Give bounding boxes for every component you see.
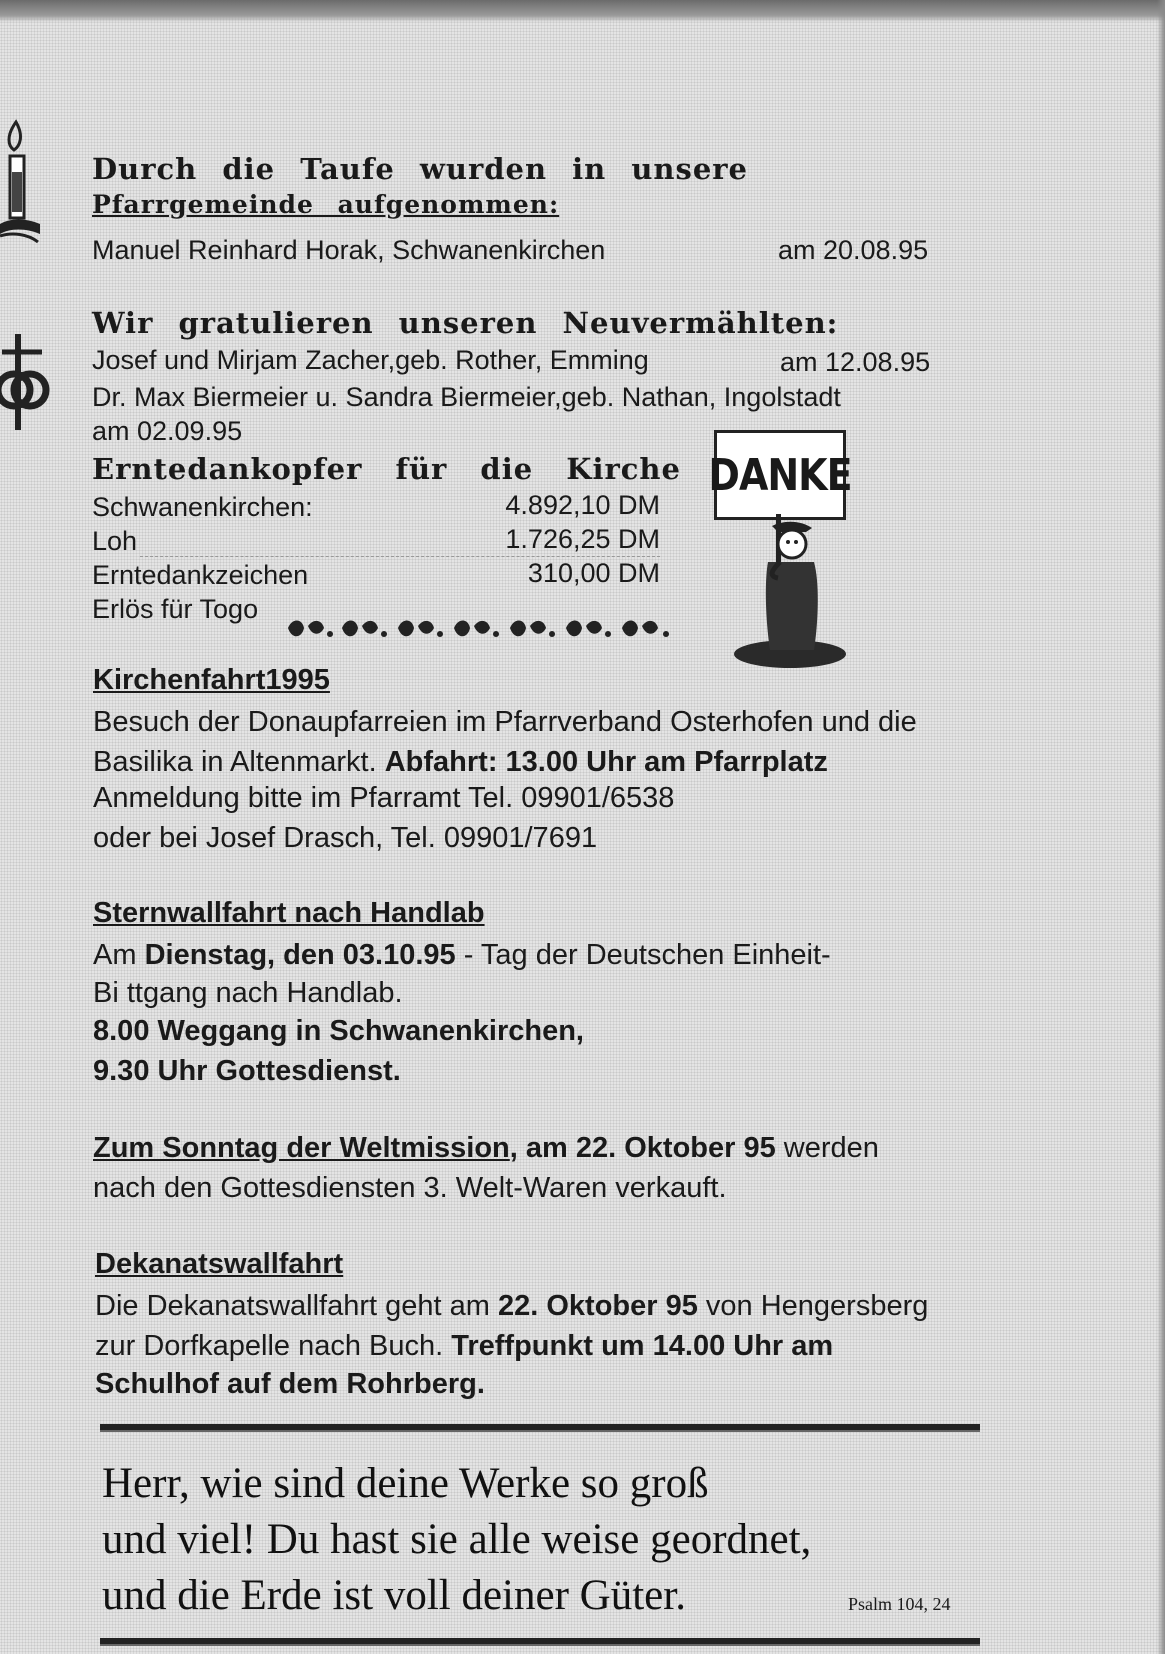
baptism-name: Manuel Reinhard Horak, Schwanenkirchen <box>92 235 606 265</box>
world-mission-line: nach den Gottesdiensten 3. Welt-Waren verkauft. <box>93 1172 727 1204</box>
psalm-bottom-rule <box>100 1638 980 1646</box>
star-pilgrimage-line: 8.00 Weggang in Schwanenkirchen, <box>93 1015 584 1047</box>
deanery-pilgrimage-line: Schulhof auf dem Rohrberg. <box>95 1368 485 1400</box>
candle-icon <box>0 112 42 252</box>
star-pilgrimage-line <box>93 935 831 975</box>
wedding-couple-1-date: am 12.08.95 <box>780 347 931 377</box>
church-trip-line <box>93 742 828 782</box>
danke-sign-text: DANKE <box>708 449 852 501</box>
psalm-line: und viel! Du hast sie alle weise geordnet, <box>102 1516 812 1563</box>
star-pilgrimage-date: Dienstag, den 03.10.95 <box>144 939 456 971</box>
ornament-border <box>282 614 682 644</box>
harvest-divider <box>140 556 660 557</box>
person-holding-sign <box>728 514 848 670</box>
world-mission-date: , am 22. Oktober 95 <box>509 1132 776 1164</box>
world-mission-line <box>93 1128 879 1168</box>
harvest-row-label: Loh <box>92 526 138 556</box>
star-pilgrimage-line: 9.30 Uhr Gottesdienst. <box>93 1055 401 1087</box>
star-pilgrimage-text: Am <box>93 939 145 971</box>
church-trip-heading: Kirchenfahrt1995 <box>93 664 330 696</box>
deanery-text: zur Dorfkapelle nach Buch. <box>95 1330 452 1362</box>
departure-info: Abfahrt: 13.00 Uhr am Pfarrplatz <box>384 746 828 778</box>
star-pilgrimage-heading: Sternwallfahrt nach Handlab <box>93 897 485 929</box>
harvest-row-value: 310,00 DM <box>527 558 660 588</box>
harvest-heading: Erntedankopfer für die Kirche <box>92 452 681 486</box>
psalm-line: Herr, wie sind deine Werke so groß <box>102 1460 709 1507</box>
danke-sign <box>708 430 852 520</box>
scan-top-border <box>0 0 1165 22</box>
world-mission-text: werden <box>775 1132 879 1164</box>
deanery-pilgrimage-heading: Dekanatswallfahrt <box>95 1248 344 1280</box>
star-pilgrimage-text: - Tag der Deutschen Einheit- <box>455 939 831 971</box>
church-trip-line: oder bei Josef Drasch, Tel. 09901/7691 <box>93 822 598 854</box>
wedding-couple-2: Dr. Max Biermeier u. Sandra Biermeier,geb. Nathan, Ingolstadt <box>92 382 841 412</box>
harvest-row-value: 4.892,10 DM <box>505 490 660 520</box>
baptism-date: am 20.08.95 <box>778 235 929 265</box>
harvest-row-label: Schwanenkirchen: <box>92 492 313 522</box>
church-trip-text: Basilika in Altenmarkt. <box>93 746 385 778</box>
harvest-row-value: 1.726,25 DM <box>505 524 660 554</box>
world-mission-heading: Zum Sonntag der Weltmission <box>93 1132 510 1164</box>
deanery-date: 22. Oktober 95 <box>497 1290 698 1322</box>
wedding-heading: Wir gratulieren unseren Neuvermählten: <box>92 306 839 340</box>
psalm-line: und die Erde ist voll deiner Güter. <box>102 1572 686 1619</box>
church-trip-line: Besuch der Donaupfarreien im Pfarrverband Osterhofen und die <box>93 706 917 738</box>
deanery-meeting-point: Treffpunkt um 14.00 Uhr am <box>451 1330 834 1362</box>
psalm-reference: Psalm 104, 24 <box>848 1594 951 1614</box>
harvest-row-label: Erlös für Togo <box>92 594 259 624</box>
baptism-heading-line2: Pfarrgemeinde aufgenommen: <box>92 190 560 219</box>
star-pilgrimage-line: Bi ttgang nach Handlab. <box>93 977 403 1009</box>
wedding-couple-2-date: am 02.09.95 <box>92 416 243 446</box>
deanery-text: von Hengersberg <box>697 1290 929 1322</box>
baptism-heading-line1: Durch die Taufe wurden in unsere <box>92 152 749 186</box>
wedding-rings-cross-icon <box>0 330 52 436</box>
deanery-text: Die Dekanatswallfahrt geht am <box>95 1290 498 1322</box>
psalm-top-rule <box>100 1424 980 1432</box>
church-trip-line: Anmeldung bitte im Pfarramt Tel. 09901/6538 <box>93 782 675 814</box>
deanery-pilgrimage-line <box>95 1286 928 1326</box>
scan-right-edge <box>1157 0 1165 1654</box>
harvest-row-label: Erntedankzeichen <box>92 560 309 590</box>
deanery-pilgrimage-line <box>95 1326 833 1366</box>
wedding-couple-1: Josef und Mirjam Zacher,geb. Rother, Emming <box>92 345 649 375</box>
